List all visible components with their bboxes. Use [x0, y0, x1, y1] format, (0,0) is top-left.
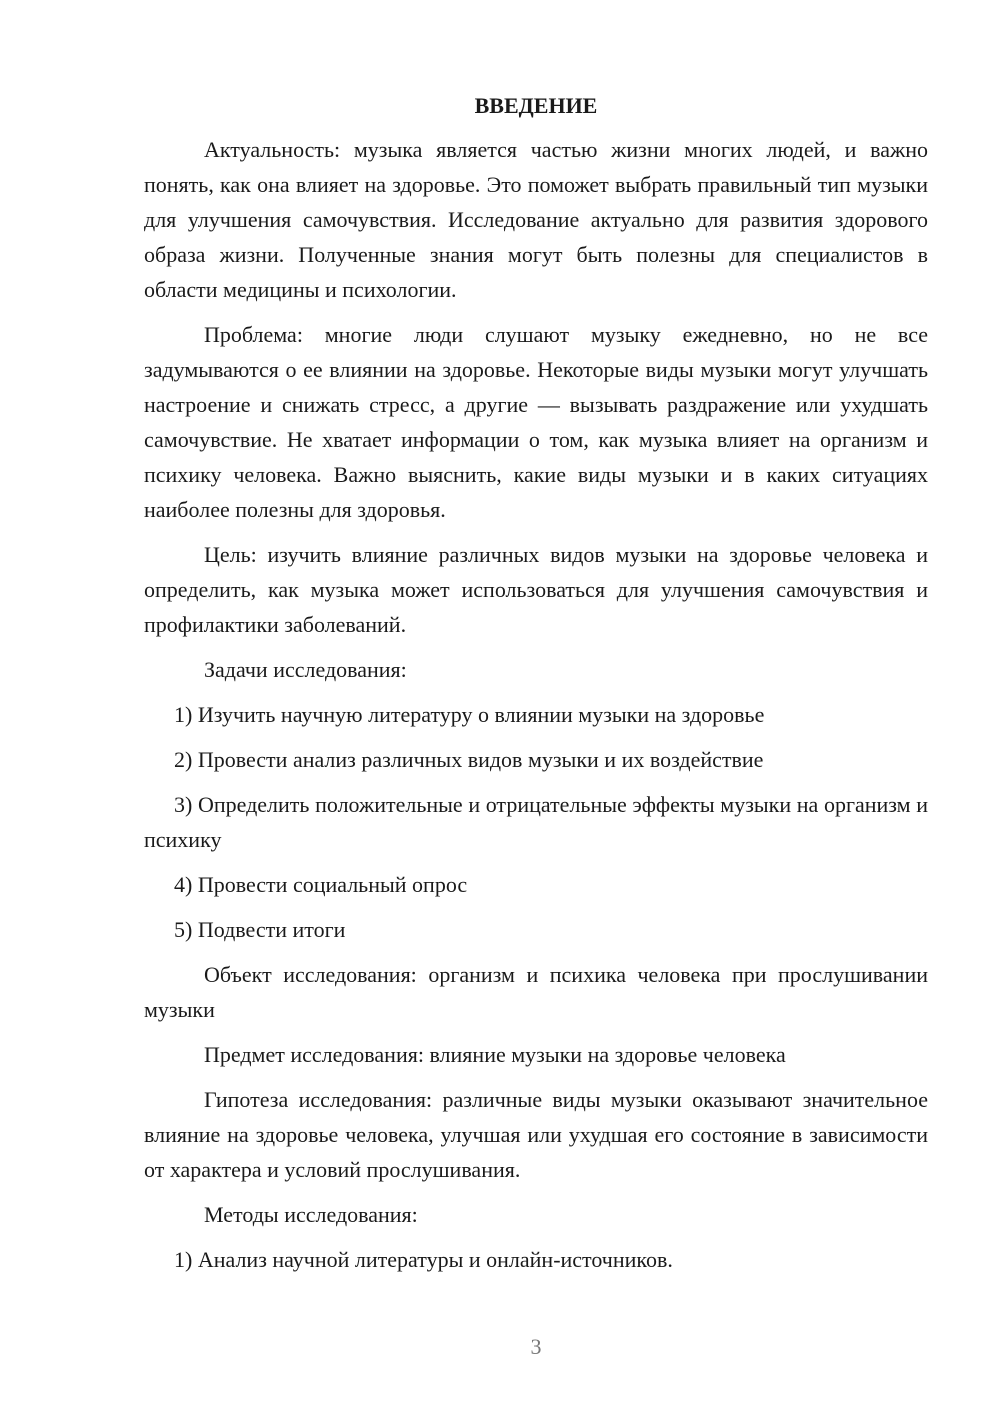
tasks-heading: Задачи исследования: [204, 657, 407, 682]
paragraph-goal: Цель: изучить влияние различных видов музыки на здоровье человека и определить, как музыка может использоваться для улучшения самочувствия и профилактики заболеваний. [144, 542, 928, 637]
task-item: 5) Подвести итоги [174, 917, 346, 942]
paragraph-hypothesis: Гипотеза исследования: различные виды музыки оказывают значительное влияние на здоровье человека, улучшая или ухудшая его состояние в зависимости от характера и условий прослушивания. [144, 1087, 928, 1182]
page-number: 3 [530, 1334, 542, 1359]
method-item: 1) Анализ научной литературы и онлайн-источников. [174, 1247, 673, 1272]
task-item: 4) Провести социальный опрос [174, 872, 468, 897]
methods-heading: Методы исследования: [204, 1202, 418, 1227]
paragraph-problem: Проблема: многие люди слушают музыку ежедневно, но не все задумываются о ее влиянии на здоровье. Некоторые виды музыки могут улучшать настроение и снижать стресс, а другие — вызывать раздражение или ухудшать самочувствие. Не хватает информации о том, как музыка влияет на организм и психику человека. Важно выяснить, какие виды музыки и в каких ситуациях наиболее полезны для здоровья. [144, 322, 928, 522]
task-item: 3) Определить положительные и отрицательные эффекты музыки на организм и психику [144, 792, 928, 852]
page-content [144, 92, 928, 1287]
task-item: 1) Изучить научную литературу о влиянии музыки на здоровье [174, 702, 765, 727]
paragraph-subject: Предмет исследования: влияние музыки на здоровье человека [204, 1042, 786, 1067]
task-item: 2) Провести анализ различных видов музыки и их воздействие [174, 747, 764, 772]
section-title: ВВЕДЕНИЕ [474, 93, 598, 118]
paragraph-relevance: Актуальность: музыка является частью жизни многих людей, и важно понять, как она влияет на здоровье. Это поможет выбрать правильный тип музыки для улучшения самочувствия. Исследование актуально для развития здорового образа жизни. Полученные знания могут быть полезны для специалистов в области медицины и психологии. [144, 137, 928, 302]
paragraph-object: Объект исследования: организм и психика человека при прослушивании музыки [144, 962, 928, 1022]
